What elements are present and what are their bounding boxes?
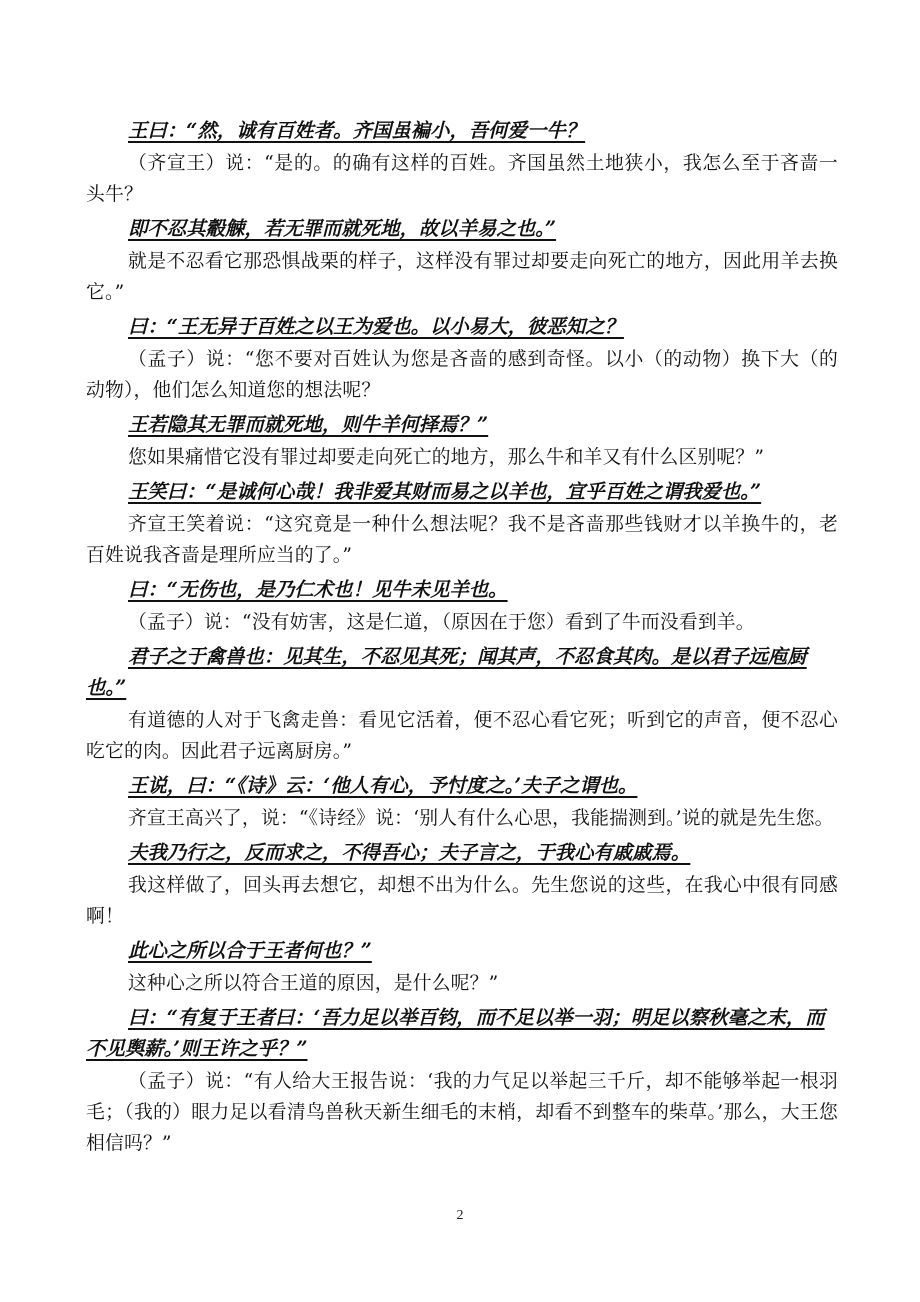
original-text: 曰：“有复于王者曰：‘吾力足以举百钧，而不足以举一羽；明足以察秋毫之末，而不见舆薪。’则王许之乎？” (86, 1006, 825, 1060)
original-text: 即不忍其觳觫，若无罪而就死地，故以羊易之也。” (128, 217, 557, 240)
original-text: 曰：“无伤也，是乃仁术也！见牛未见羊也。 (128, 578, 508, 601)
translation-text: 我这样做了，回头再去想它，却想不出为什么。先生您说的这些，在我心中很有同感啊！ (86, 875, 838, 927)
original-text: 王笑曰：“是诚何心哉！我非爱其财而易之以羊也，宜乎百姓之谓我爱也。” (128, 480, 762, 503)
translation-text: （孟子）说：“有人给大王报告说：‘我的力气足以举起三千斤，却不能够举起一根羽毛；（我的）眼力足以看清鸟兽秋天新生细毛的末梢，却看不到整车的柴草。’那么，大王您相信吗？” (86, 1071, 838, 1154)
translation-text: 就是不忍看它那恐惧战栗的样子，这样没有罪过却要走向死亡的地方，因此用羊去换它。” (86, 251, 838, 303)
translation-text: （孟子）说：“您不要对百姓认为您是吝啬的感到奇怪。以小（的动物）换下大（的动物），他们怎么知道您的想法呢？ (86, 349, 838, 401)
translation-text: 这种心之所以符合王道的原因，是什么呢？” (128, 973, 499, 994)
original-text: 此心之所以合于王者何也？” (128, 939, 372, 962)
original-text: 曰：“王无异于百姓之以王为爱也。以小易大，彼恶知之？ (128, 315, 624, 338)
original-text: 王若隐其无罪而就死地，则牛羊何择焉？” (128, 413, 489, 436)
original-text: 王曰：“然，诚有百姓者。齐国虽褊小，吾何爱一牛？ (128, 119, 586, 142)
translation-text: （齐宣王）说：“是的。的确有这样的百姓。齐国虽然土地狭小，我怎么至于吝啬一头牛？ (86, 153, 838, 205)
original-text: 君子之于禽兽也：见其生，不忍见其死；闻其声，不忍食其肉。是以君子远庖厨也。” (86, 645, 807, 699)
translation-text: 您如果痛惜它没有罪过却要走向死亡的地方，那么牛和羊又有什么区别呢？” (128, 447, 765, 468)
document-body (86, 112, 838, 1159)
original-text: 王说，曰：“《诗》云：‘他人有心，予忖度之。’夫子之谓也。 (128, 774, 638, 797)
translation-text: 齐宣王高兴了，说：“《诗经》说：‘别人有什么心思，我能揣测到。’说的就是先生您。 (128, 808, 834, 829)
translation-text: 有道德的人对于飞禽走兽：看见它活着，便不忍心看它死；听到它的声音，便不忍心吃它的肉。因此君子远离厨房。” (86, 710, 838, 762)
page-number: 2 (456, 1208, 464, 1223)
original-text: 夫我乃行之，反而求之，不得吾心；夫子言之，于我心有戚戚焉。 (128, 841, 691, 864)
translation-text: （孟子）说：“没有妨害，这是仁道，（原因在于您）看到了牛而没看到羊。 (128, 612, 755, 633)
translation-text: 齐宣王笑着说：“这究竟是一种什么想法呢？我不是吝啬那些钱财才以羊换牛的，老百姓说我吝啬是理所应当的了。” (86, 514, 838, 566)
